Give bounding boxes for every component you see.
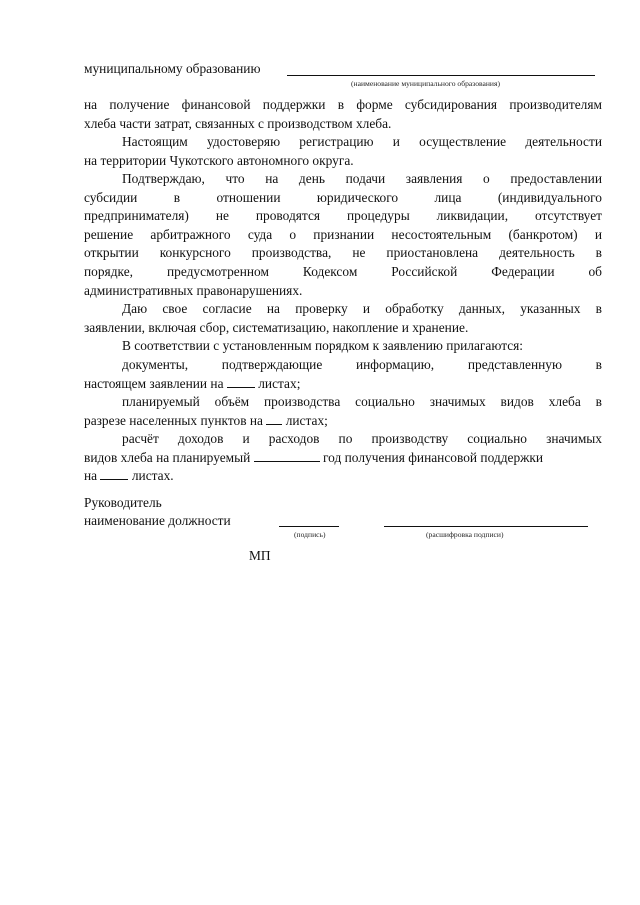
text-fragment: на xyxy=(84,468,98,484)
signature-decode-caption: (расшифровка подписи) xyxy=(426,530,504,539)
sheet-count-field[interactable] xyxy=(266,412,282,425)
text-line: планируемый объём производства социально значимых видов хлеба в xyxy=(122,394,602,409)
recipient-label: муниципальному образованию xyxy=(84,61,261,76)
sheet-count-field[interactable] xyxy=(227,375,255,388)
paragraph-production-volume xyxy=(84,393,602,430)
text-line: документы, подтверждающие информацию, представленную в xyxy=(122,357,602,372)
text-fragment: листах; xyxy=(285,412,328,428)
paragraph-confirmation xyxy=(84,170,602,300)
text-fragment: разрезе населенных пунктов на xyxy=(84,412,263,428)
text-line: Даю свое согласие на проверку и обработку данных, указанных в xyxy=(122,301,602,316)
text-line: субсидии в отношении юридического лица (индивидуального xyxy=(84,189,602,205)
text-line: открытии конкурсного производства, не приостановлена деятельность в xyxy=(84,245,602,261)
paragraph-registration xyxy=(84,133,602,170)
text-fragment: год получения финансовой поддержки xyxy=(323,449,544,465)
text-line: В соответствии с установленным порядком к заявлению прилагаются: xyxy=(122,338,524,353)
text-line xyxy=(84,467,602,486)
text-line: хлеба части затрат, связанных с производством хлеба. xyxy=(84,115,392,131)
year-field[interactable] xyxy=(254,449,320,462)
signature-caption: (подпись) xyxy=(294,530,326,539)
signer-role: Руководитель xyxy=(84,495,162,510)
recipient-field-line[interactable] xyxy=(287,75,595,76)
text-line: расчёт доходов и расходов по производству социально значимых xyxy=(122,431,602,446)
text-fragment: видов хлеба на планируемый xyxy=(84,449,251,465)
text-line: Настоящим удостоверяю регистрацию и осуществление деятельности xyxy=(122,134,602,149)
recipient-caption: (наименование муниципального образования) xyxy=(351,79,500,88)
paragraph-documents xyxy=(84,356,602,393)
text-line: предпринимателя) не проводятся процедуры ликвидации, отсутствует xyxy=(84,208,602,224)
paragraph-income-calculation xyxy=(84,430,602,486)
text-line: на получение финансовой поддержки в форме субсидирования производителям xyxy=(84,97,602,112)
signer-position-label: наименование должности xyxy=(84,513,231,528)
text-line xyxy=(84,449,602,468)
text-line: административных правонарушениях. xyxy=(84,282,303,298)
text-line: Подтверждаю, что на день подачи заявления о предоставлении xyxy=(122,171,602,186)
signature-decode-line[interactable] xyxy=(384,526,588,527)
text-fragment: листах. xyxy=(131,468,174,484)
text-line: на территории Чукотского автономного округа. xyxy=(84,152,354,168)
text-fragment: листах; xyxy=(258,375,301,391)
paragraph-purpose xyxy=(84,96,602,133)
text-line: порядке, предусмотренном Кодексом Российской Федерации об xyxy=(84,263,602,279)
text-fragment: настоящем заявлении на xyxy=(84,375,224,391)
sheet-count-field[interactable] xyxy=(100,467,128,480)
text-line xyxy=(84,375,602,394)
text-line: заявлении, включая сбор, систематизацию, накопление и хранение. xyxy=(84,319,469,335)
signature-line[interactable] xyxy=(279,526,339,527)
text-line xyxy=(84,412,602,431)
stamp-label: МП xyxy=(249,548,271,563)
paragraph-consent xyxy=(84,300,602,337)
paragraph-attachments xyxy=(84,337,602,356)
text-line: решение арбитражного суда о признании несостоятельным (банкротом) и xyxy=(84,226,602,242)
